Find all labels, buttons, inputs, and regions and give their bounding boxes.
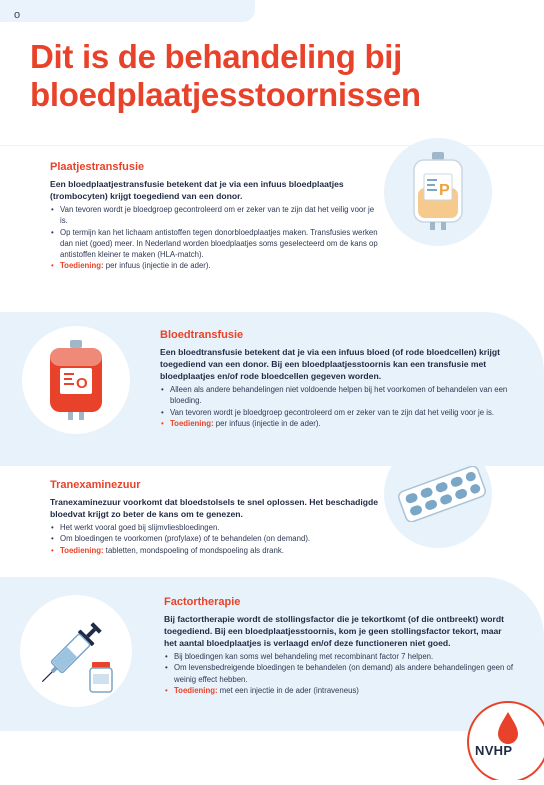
dose-label: Toediening: bbox=[60, 261, 104, 271]
section-heading: Plaatjestransfusie bbox=[50, 161, 145, 173]
section-heading: Factortherapie bbox=[164, 596, 241, 608]
dose-item bbox=[50, 260, 380, 271]
pill-blister-icon bbox=[392, 466, 492, 522]
list-item: • Om bloedingen te voorkomen (profylaxe) of te behandelen (on demand). bbox=[50, 533, 380, 544]
section-lead: Tranexaminezuur voorkomt dat bloedstolsels te snel oplossen. Het beschadigde bloedvat krijgt zo beter de kans om te genezen. bbox=[50, 497, 379, 519]
page-marker: o bbox=[14, 9, 21, 21]
blood-bag-icon bbox=[44, 340, 108, 422]
section-bloedtransfusie bbox=[160, 328, 512, 429]
dose-text: met een injectie in de ader (intraveneus) bbox=[217, 685, 359, 695]
syringe-vial-icon bbox=[36, 612, 120, 696]
list-item: • Van tevoren wordt je bloedgroep gecontroleerd om er zeker van te zijn dat het veilig voor je is. bbox=[160, 407, 512, 418]
list-item: • Het werkt vooral goed bij slijmvliesbloedingen. bbox=[50, 522, 380, 533]
list-item: • Van tevoren wordt je bloedgroep gecontroleerd om er zeker van te zijn dat het veilig voor je is. bbox=[50, 204, 380, 227]
section-heading: Tranexaminezuur bbox=[50, 479, 141, 491]
list-item: • Op termijn kan het lichaam antistoffen tegen donorbloedplaatjes maken. Transfusies werken dan niet (goed) meer. In Nederland worden bloedplaatjes soms geselecteerd om de kans op antistoffen kleiner te maken (HLA-match). bbox=[50, 227, 380, 261]
dose-item bbox=[50, 545, 380, 556]
bullet-list bbox=[50, 522, 380, 556]
section-lead: Bij factortherapie wordt de stollingsfactor die je tekortkomt (of die ontbreekt) wordt toegediend. Bij een bloedplaatjesstoornis, kom je geen stollingsfactor tekort, maar het aantal bloedplaatjes is verlaagd en/of deze functioneren niet goed. bbox=[164, 614, 504, 648]
section-heading: Bloedtransfusie bbox=[160, 329, 244, 341]
list-item: • Om levensbedreigende bloedingen te behandelen (on demand) als andere behandelingen geen of weinig effect hebben. bbox=[164, 662, 516, 685]
section-lead: Een bloedtransfusie betekent dat je via een infuus bloed (of rode bloedcellen) krijgt toegediend van een donor. Bij een bloedplaatjesstoornis kan een transfusie met bloedplaatjes en/of rode bloedcellen gegeven worden. bbox=[160, 347, 500, 381]
dose-text: per infuus (injectie in de ader). bbox=[213, 418, 321, 428]
bag-letter-o: O bbox=[76, 375, 88, 392]
page-title: Dit is de behandeling bij bloedplaatjesstoornissen bbox=[30, 38, 421, 113]
dose-label: Toediening: bbox=[174, 685, 218, 695]
logo-text: NVHP bbox=[475, 743, 513, 758]
platelet-bag-icon bbox=[408, 152, 468, 232]
nvhp-logo bbox=[458, 690, 544, 780]
bullet-list bbox=[50, 204, 380, 272]
dose-label: Toediening: bbox=[60, 545, 104, 555]
section-lead: Een bloedplaatjestransfusie betekent dat je via een infuus bloedplaatjes (trombocyten) krijgt toegediend van een donor. bbox=[50, 179, 344, 201]
dose-item bbox=[160, 418, 512, 429]
section-plaatjestransfusie bbox=[50, 160, 380, 272]
dose-text: tabletten, mondspoeling of mondspoeling als drank. bbox=[103, 545, 284, 555]
bullet-list bbox=[160, 384, 512, 429]
dose-label: Toediening: bbox=[170, 418, 214, 428]
top-tab-bar bbox=[0, 0, 255, 22]
list-item: • Alleen als andere behandelingen niet voldoende helpen bij het voorkomen of behandelen van een bloeding. bbox=[160, 384, 512, 407]
section-factortherapie bbox=[164, 595, 516, 696]
section-tranexaminezuur bbox=[50, 478, 380, 556]
bag-letter-p: P bbox=[439, 182, 450, 199]
list-item: • Bij bloedingen kan soms wel behandeling met recombinant factor 7 helpen. bbox=[164, 651, 516, 662]
dose-text: per infuus (injectie in de ader). bbox=[103, 261, 211, 271]
